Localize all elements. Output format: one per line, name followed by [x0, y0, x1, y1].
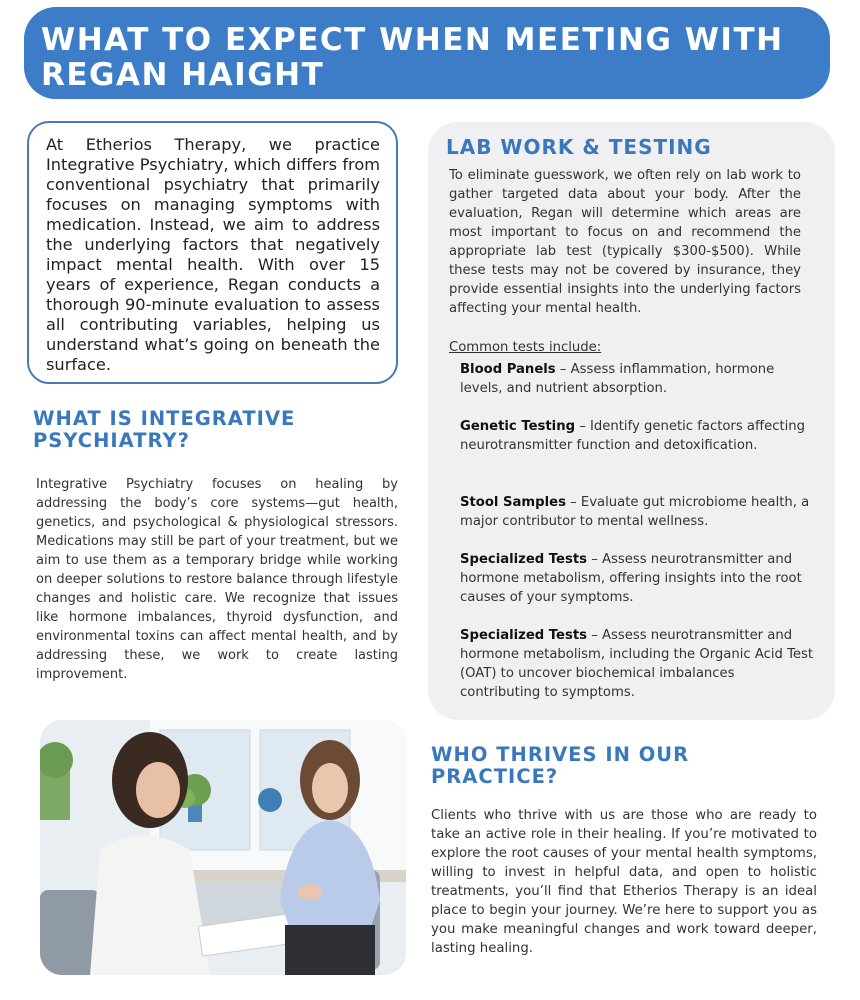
- common-tests-label: Common tests include:: [449, 340, 602, 355]
- test-item-stool-samples: [460, 493, 818, 531]
- test-item-blood-panels: [460, 360, 818, 398]
- test-desc: – Evaluate gut microbiome health, a major contributor to mental wellness.: [460, 495, 810, 529]
- header-banner: [24, 7, 830, 99]
- who-thrives-body: Clients who thrive with us are those who are ready to take an active role in their healing. If you’re motivated to explore the root causes of your mental health symptoms, willing to invest in helpful data, and open to holistic treatments, you’ll find that Etherios Therapy is an ideal place to begin your journey. We’re here to support you as you make meaningful changes and work toward deeper, lasting healing.: [431, 808, 817, 956]
- lab-work-intro: To eliminate guesswork, we often rely on lab work to gather targeted data about your body. After the evaluation, Regan will determine which areas are most important to focus on and recommend the appropriate lab test (typically $300-$500). While these tests may not be covered by insurance, they provide essential insights into the underlying factors affecting your mental health.: [449, 168, 801, 316]
- who-thrives-heading: WHO THRIVES IN OUR PRACTICE?: [431, 743, 690, 788]
- integrative-psychiatry-body: Integrative Psychiatry focuses on healing by addressing the body’s core systems—gut health, genetics, and psychological & physiological stressors. Medications may still be part of your treatment, but we aim to use them as a temporary bridge while working on deeper solutions to restore balance through lifestyle changes and holistic care. We recognize that issues like hormone imbalances, thyroid dysfunction, and environmental toxins can affect mental health, and by addressing these, we work to create lasting improvement.: [36, 477, 398, 682]
- test-name: Specialized Tests: [460, 552, 587, 567]
- test-name: Specialized Tests: [460, 628, 587, 643]
- test-desc: – Assess neurotransmitter and hormone metabolism, offering insights into the root causes of your symptoms.: [460, 552, 802, 605]
- lab-work-heading: LAB WORK & TESTING: [446, 135, 712, 159]
- intro-box: [27, 121, 398, 384]
- test-name: Blood Panels: [460, 362, 556, 377]
- test-item-specialized-tests-1: [460, 550, 818, 607]
- test-name: Genetic Testing: [460, 419, 576, 434]
- test-desc: – Identify genetic factors affecting neurotransmitter function and detoxification.: [460, 419, 806, 453]
- consultation-photo: [40, 720, 406, 975]
- integrative-psychiatry-heading: WHAT IS INTEGRATIVE PSYCHIATRY?: [33, 407, 296, 452]
- page-title: WHAT TO EXPECT WHEN MEETING WITH REGAN HAIGHT: [41, 22, 784, 93]
- test-desc: – Assess neurotransmitter and hormone metabolism, including the Organic Acid Test (OAT) to uncover biochemical imbalances contributing to symptoms.: [460, 628, 814, 700]
- intro-text: At Etherios Therapy, we practice Integrative Psychiatry, which differs from conventional psychiatry that primarily focuses on managing symptoms with medication. Instead, we aim to address the underlying factors that negatively impact mental health. With over 15 years of experience, Regan conducts a thorough 90-minute evaluation to assess all contributing variables, helping us understand what’s going on beneath the surface.: [46, 135, 380, 374]
- test-desc: – Assess inflammation, hormone levels, and nutrient absorption.: [460, 362, 775, 396]
- test-item-genetic-testing: [460, 417, 818, 455]
- test-name: Stool Samples: [460, 495, 566, 510]
- test-item-specialized-tests-2: [460, 626, 818, 702]
